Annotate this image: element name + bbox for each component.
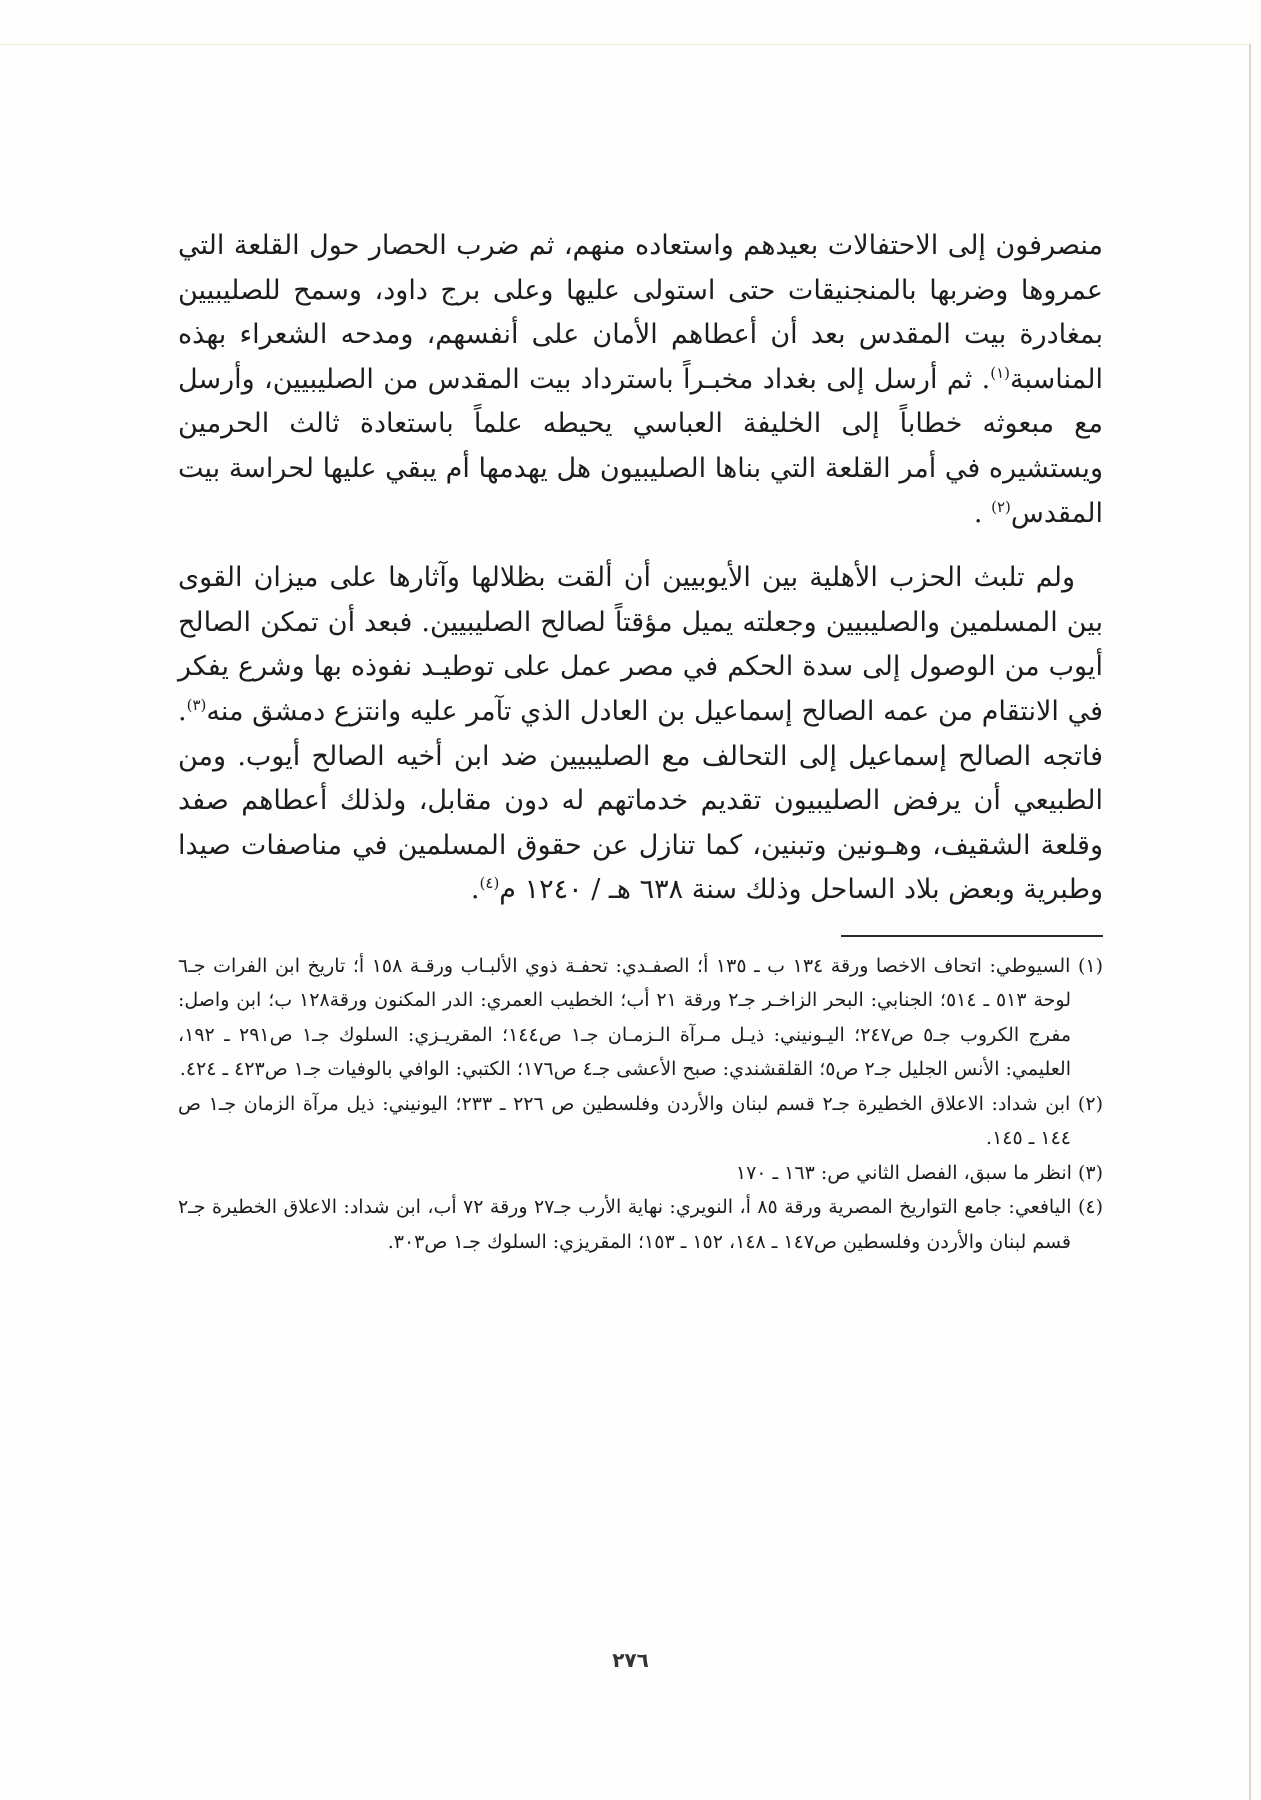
text-line: نفوذه بها وشرع يفكر في الانتقام من عمه الصالح إسماعيل بن العادل الذي bbox=[178, 651, 1103, 727]
text-line: القلعة التي عمروها وضربها بالمنجنيقات حتى استولى عليها وعلى برج داود، bbox=[178, 230, 1103, 306]
footnote-1 bbox=[178, 949, 1103, 1087]
footnote-3 bbox=[178, 1156, 1103, 1191]
paragraph-2 bbox=[178, 556, 1103, 913]
text-line: الساحل وذلك سنة ٦٣٨ هـ / ١٢٤٠ م bbox=[499, 874, 896, 906]
text-line: ولم تلبث الحزب الأهلية بين الأيوبيين أن ألقت بظلالها وآثارها على ميزان bbox=[253, 562, 1075, 594]
text-line: المقدس من الصليبيين، وأرسل مع مبعوثه خطاباً إلى الخليفة العباسي يحيطه bbox=[178, 363, 1103, 440]
text-line: تآمر عليه وانتزع دمشق منه bbox=[206, 695, 512, 727]
paragraph-1 bbox=[178, 224, 1103, 536]
footnotes bbox=[178, 949, 1103, 1260]
footnote-text: انظر ما سبق، الفصل الثاني ص: ١٦٣ ـ ١٧٠ bbox=[735, 1161, 1072, 1184]
scan-page-edge-right bbox=[1249, 44, 1251, 1800]
footnote-text: اليافعي: جامع التواريخ المصرية ورقة ٨٥ أ، النويري: نهاية الأرب جـ٢٧ ورقة ٧٢ أب، ابن شداد: الاعلاق الخطيرة جـ٢ قسم لبنان والأردن وفلسطين ص١٤٧ ـ ١٤٨، ١٥٢ ـ ١٥٣؛ المقريزي: السلوك جـ١ ص٣٠٣. bbox=[178, 1196, 1072, 1253]
text-line: . فاتجه الصالح إسماعيل إلى التحالف مع bbox=[178, 695, 1103, 772]
footnote-separator bbox=[841, 935, 1103, 937]
scan-page-edge-top bbox=[0, 44, 1250, 45]
footnote-ref-2[interactable]: (٢) bbox=[991, 497, 1011, 516]
body-text bbox=[178, 224, 1103, 913]
text-line: منصرفون إلى الاحتفالات بعيدهم واستعاده منهم، ثم ضرب الحصار حول bbox=[309, 230, 1103, 261]
footnote-marker: (٣) bbox=[1077, 1161, 1103, 1184]
text-line: وتبنين، كما تنازل عن حقوق المسلمين في مناصفات صيدا وطبرية وبعض بلاد bbox=[178, 829, 1103, 906]
text-line: . bbox=[973, 497, 992, 529]
footnote-text: السيوطي: اتحاف الاخصا ورقة ١٣٤ ب ـ ١٣٥ أ؛ الصفـدي: تحفـة ذوي الألبـاب ورقـة ١٥٨ أ؛ تاريخ ابن الفرات جـ٦ لوحة ٥١٣ ـ ٥١٤؛ الجنابي: البحر الزاخـر جـ٢ ورقة ٢١ أب؛ الخطيب العمري: الدر المكنون ورقة١٢٨ ب؛ ابن واصل: مفرج الكروب جـ٥ ص٢٤٧؛ اليـونيني: ذيـل مـرآة الـزمـان جـ١ ص١٤٤؛ المقريـزي: السلوك جـ١ ص٢٩١ ـ ١٩٢، العليمي: الأنس الجليل جـ٢ ص٥؛ القلقشندي: صبح الأعشى جـ٤ ص١٧٦؛ الكتبي: الوافي بالوفيات جـ١ ص٤٢٣ ـ ٤٢٤. bbox=[178, 954, 1072, 1081]
text-line: تقديم خدماتهم له دون مقابل، ولذلك أعطاهم صفد وقلعة الشقيف، وهـونين bbox=[178, 785, 1103, 861]
footnote-ref-1[interactable]: (١) bbox=[990, 363, 1011, 382]
text-line: علماً باستعادة ثالث الحرمين ويستشيره في أمر القلعة التي بناها الصليبيون هل bbox=[178, 408, 1103, 484]
text-line: ومدحه الشعراء بهذه المناسبة bbox=[178, 319, 1103, 395]
text-line: يهدمها أم يبقي عليها لحراسة بيت المقدس bbox=[178, 452, 1103, 529]
footnote-4 bbox=[178, 1190, 1103, 1259]
page-number: ٢٧٦ bbox=[612, 1648, 649, 1672]
footnote-marker: (١) bbox=[1077, 954, 1103, 977]
text-line: القوى بين المسلمين والصليبيين وجعلته يميل مؤقتاً لصالح الصليبيين. فبعد أن bbox=[178, 562, 1103, 638]
text-line: . bbox=[470, 874, 480, 906]
footnote-ref-4[interactable]: (٤) bbox=[479, 874, 500, 893]
footnote-marker: (٤) bbox=[1077, 1196, 1104, 1219]
page-content bbox=[178, 224, 1103, 1259]
text-line: الصليبيين ضد ابن أخيه الصالح أيوب. ومن الطبيعي أن يرفض الصليبيون bbox=[178, 740, 1103, 817]
footnote-ref-3[interactable]: (٣) bbox=[186, 695, 207, 714]
text-line: تمكن الصالح أيوب من الوصول إلى سدة الحكم في مصر عمل على توطيـد bbox=[178, 606, 1103, 683]
footnote-text: ابن شداد: الاعلاق الخطيرة جـ٢ قسم لبنان والأردن وفلسطين ص ٢٢٦ ـ ٢٣٣؛ اليونيني: ذيل مرآة الزمان جـ١ ص ١٤٤ ـ ١٤٥. bbox=[178, 1092, 1071, 1150]
text-line: . ثم أرسل إلى بغداد مخبـراً باسترداد بيت bbox=[529, 363, 991, 395]
footnote-marker: (٢) bbox=[1077, 1092, 1103, 1115]
footnote-2 bbox=[178, 1087, 1103, 1156]
text-line: وسمح للصليبيين بمغادرة بيت المقدس بعد أن أعطاهم الأمان على أنفسهم، bbox=[178, 274, 1103, 351]
